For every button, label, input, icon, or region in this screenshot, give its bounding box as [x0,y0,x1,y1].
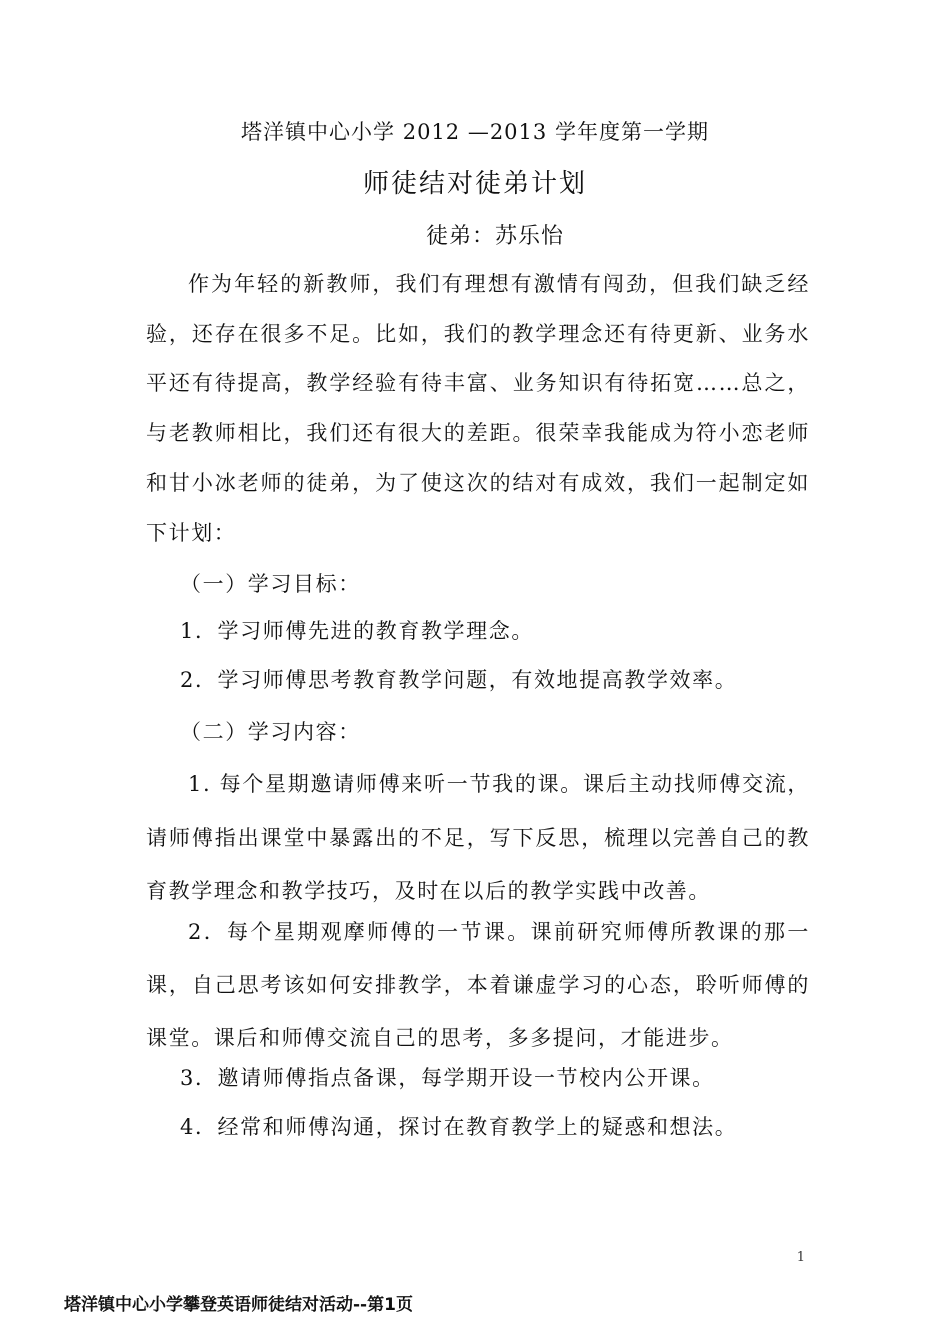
content-item-2-block [146,906,810,1065]
content-item-4: 4．经常和师傅沟通，探讨在教育教学上的疑惑和想法。 [180,1115,738,1139]
intro-paragraph-block [146,260,810,558]
school-term-heading: 塔洋镇中心小学 2012 —2013 学年度第一学期 [241,120,709,144]
author-line: 徒弟：苏乐怡 [425,224,564,249]
intro-paragraph: 作为年轻的新教师，我们有理想有激情有闯劲，但我们缺乏经验，还存在很多不足。比如，我们的教学理念还有待更新、业务水平还有待提高，教学经验有待丰富、业务知识有待拓宽……总之，与老教师相比，我们还有很大的差距。很荣幸我能成为符小恋老师和甘小冰老师的徒弟，为了使这次的结对有成效，我们一起制定如下计划： [146,272,810,545]
page-number: 1 [796,1250,805,1265]
section-1-heading: （一）学习目标： [180,572,361,596]
content-item-2: 2．每个星期观摩师傅的一节课。课前研究师傅所教课的那一课，自己思考该如何安排教学，本着谦虚学习的心态，聆听师傅的课堂。课后和师傅交流自己的思考，多多提问，才能进步。 [146,920,810,1050]
goal-item-1: 1．学习师傅先进的教育教学理念。 [180,619,534,643]
content-item-3: 3．邀请师傅指点备课，每学期开设一节校内公开课。 [180,1066,715,1090]
goal-item-2: 2．学习师傅思考教育教学问题，有效地提高教学效率。 [180,668,738,692]
content-item-1-block [146,758,810,919]
page-footer: 塔洋镇中心小学攀登英语师徒结对活动--第1页 [64,1295,413,1315]
content-item-1: 1. 每个星期邀请师傅来听一节我的课。课后主动找师傅交流，请师傅指出课堂中暴露出的不足，写下反思，梳理以完善自己的教育教学理念和教学技巧，及时在以后的教学实践中改善。 [146,772,810,903]
section-2-heading: （二）学习内容： [180,720,361,744]
document-title: 师徒结对徒弟计划 [362,169,587,199]
